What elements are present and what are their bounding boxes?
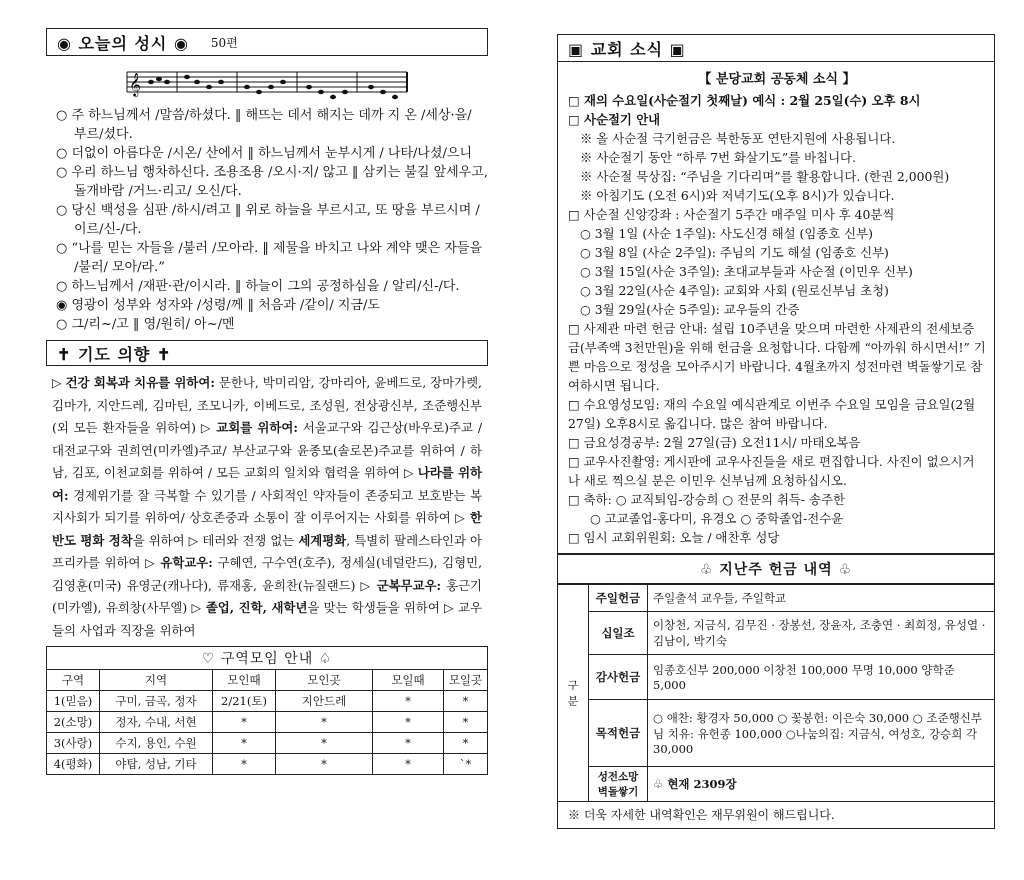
news-item: □ 축하: ○ 교직퇴임-강승희 ○ 전문의 취득- 송주한 [568,492,845,507]
prayer-segment: 나라를 위하여: [52,465,483,503]
news-item: ※ 아침기도 (오전 6시)와 저녁기도(오후 8시)가 있습니다. [580,188,895,203]
prayer-segment: ▷ [403,465,418,480]
prayer-segment: 서울교구와 김근상(바우로)주교 / 대전교구와 권희연(미카엘)주교/ 부산교구와 윤종모(솔로몬)주교를 위하여 / 하남, 김포, 이천교회를 위하여 / 모든 교회의 일치와 협력을 위하여 [52,420,482,480]
prayer-segment: , 특별히 팔레스타인과 아프리카를 위하여 [52,532,483,570]
prayer-segment: ▷ 한반도 평화 정착 [52,510,483,548]
offering-note: ※ 더욱 자세한 내역확인은 재무위원이 해드립니다. [557,802,995,829]
news-body [557,62,995,554]
offering-title: ♧ 지난주 헌금 내역 ♧ [699,562,853,578]
news-item: ○ 3월 8일 (사순 2주일): 주님의 기도 해설 (임종호 신부) [580,245,889,260]
header-cell: 구역 [47,670,100,691]
news-item: □ 교우사진촬영: 게시판에 교우사진들을 새로 편집합니다. 사진이 없으시거나 새로 찍으실 분은 이민우 신부님께 요청하십시오. [568,454,975,488]
table-cell: 지안드레 [276,691,373,712]
psalm-verses [52,106,488,334]
area-meeting-table [46,646,488,775]
table-row [558,612,995,655]
news-item: □ 사제관 마련 헌금 안내: 설립 10주년을 맞으며 마련한 사제관의 전세보증금(부족액 3천만원)을 위해 헌금을 요청합니다. 다함께 “아까워 하시면서!” 기쁜 마음으로 정성을 모아주시기 바랍니다. 4월초까지 성전마련 벽돌쌓기로 참여하시면 됩니다. [568,321,986,393]
table-cell: * [213,754,276,775]
svg-text:𝄞: 𝄞 [129,72,141,96]
news-item: ○ 3월 15일(사순 3주일): 초대교부들과 사순절 (이민우 신부) [580,264,913,279]
news-item: ○ 3월 22일(사순 4주일): 교회와 사회 (원로신부님 초청) [580,283,889,298]
table-row [558,655,995,700]
table-cell: 정자, 수내, 서현 [100,712,213,733]
left-column [46,28,488,775]
prayer-segment: 홍근기(미카엘), 유희창(사무엘) [52,577,482,615]
right-column [557,34,995,829]
table-cell: * [213,712,276,733]
prayer-segment: 문한나, 박미리암, 강마리아, 윤베드로, 장마가렛, 김마가, 지안드레, 김마틴, 조모니카, 이베드로, 조성원, 전상광신부, 조준행신부(외 모든 환자들을 위하여) [52,375,482,435]
offering-label: 십일조 [589,612,648,655]
psalm-verse: ○ 우리 하느님 행차하신다. 조용조용 /오시·지/ 않고 ‖ 삼키는 불길 앞세우고, 돌개바람 /거느·리고/ 오신/다. [56,165,488,199]
table-cell: * [276,754,373,775]
news-item: □ 금요성경공부: 2월 27일(금) 오전11시/ 마태오복음 [568,435,861,450]
table-cell: * [373,733,444,754]
table-cell: 구미, 금곡, 정자 [100,691,213,712]
table-row [558,700,995,767]
table-cell: 4(평화) [47,754,100,775]
table-cell: 야탑, 성남, 기타 [100,754,213,775]
table-row [558,767,995,802]
prayer-segment: 을 맞는 학생들을 위하여 ▷ 교우들의 사업과 직장을 위하여 [52,600,482,638]
news-item: ※ 사순절기 동안 “하루 7번 화살기도”를 바칩니다. [580,150,856,165]
prayer-segment: ▷ 군복무교우: [360,577,442,593]
offering-text: ○ 애찬: 황경자 50,000 ○ 꽃봉헌: 이은숙 30,000 ○ 조준행신부님 치유: 유헌종 100,000 ○나눔의집: 지금식, 여성호, 강승희 각 30,000 [648,700,995,767]
offering-label: 감사헌금 [589,655,648,700]
table-cell: `* [444,754,488,775]
table-cell: 수지, 용인, 수원 [100,733,213,754]
prayer-segment: 을 위하여 ▷ 테러와 전쟁 없는 [132,532,299,548]
news-item: □ 재의 수요일(사순절기 첫째날) 예식 : 2월 25일(수) 오후 8시 [568,93,921,108]
news-item: ○ 3월 29일(사순 5주일): 교우들의 간증 [580,302,800,317]
news-item: □ 사순절기 안내 [568,112,661,127]
header-cell: 모인때 [213,670,276,691]
psalm-verse: ○ 그/리~/고 ‖ 영/원히/ 아~/멘 [56,317,235,332]
prayer-segment: ▷ [52,375,66,390]
offering-label: 목적헌금 [589,700,648,767]
table-cell: * [444,691,488,712]
prayer-header [46,340,488,366]
prayer-segment: ▷ 졸업, 진학, 새학년 [191,600,308,615]
prayer-intentions [52,372,482,642]
music-staff [46,62,488,102]
news-item: ○ 3월 1일 (사순 1주일): 사도신경 해설 (임종호 신부) [580,226,873,241]
table-cell: * [444,712,488,733]
table-cell: * [213,733,276,754]
offering-label: 성전소망 벽돌쌓기 [589,767,648,802]
table-cell: * [444,733,488,754]
table-cell: 2(소망) [47,712,100,733]
news-header [557,34,995,62]
psalm-verse: ◉ 영광이 성부와 성자와 /성령/께 ‖ 처음과 /같이/ 지금/도 [56,298,380,313]
psalm-verse: ○ 더없이 아름다운 /시온/ 산에서 ‖ 하느님께서 눈부시게 / 나타/나셨/으니 [56,146,472,161]
area-table-header [47,670,488,691]
news-item: ※ 사순절 묵상집: “주님을 기다리며”를 활용합니다. (한권 2,000원) [580,169,950,184]
news-item: □ 임시 교회위원회: 오늘 / 애찬후 성당 [568,530,780,545]
header-cell: 지역 [100,670,213,691]
news-item: □ 수요영성모임: 재의 수요일 예식관계로 이번주 수요일 모임을 금요일(2월 27일) 오후8시로 옮깁니다. 많은 참여 바랍니다. [568,397,976,431]
offering-label: 주일헌금 [589,585,648,612]
table-cell: 1(믿음) [47,691,100,712]
table-cell: * [276,733,373,754]
psalm-header [46,28,488,56]
table-cell: 3(사랑) [47,733,100,754]
header-cell: 모인곳 [276,670,373,691]
table-row [558,585,995,612]
news-item: ※ 올 사순절 극기헌금은 북한동포 연탄지원에 사용됩니다. [580,131,896,146]
prayer-segment: 세계평화 [298,532,347,548]
table-row [47,754,488,775]
psalm-verse: ○ 당신 백성을 심판 /하시/려고 ‖ 위로 하늘을 부르시고, 또 땅을 부르시며 /이르/신-/다. [56,203,480,237]
prayer-segment: 구혜연, 구수연(호주), 정세실(네덜란드), 김형민, 김영훈(미국) 유영군(캐나다), 류재홍, 윤희찬(뉴질랜드) [52,555,483,593]
table-row [47,712,488,733]
table-cell: * [373,712,444,733]
offering-text: 임종호신부 200,000 이창천 100,000 무명 10,000 양학준 5,000 [648,655,995,700]
offering-text: 주일출석 교우들, 주일학교 [648,585,995,612]
offering-text: ♧ 현재 2309장 [648,767,995,802]
area-table-title: ♡ 구역모임 안내 ♤ [47,647,488,670]
table-cell: 2/21(토) [213,691,276,712]
offering-table [557,584,995,802]
psalm-title: ◉ 오늘의 성시 ◉ [57,33,189,53]
table-cell: * [373,691,444,712]
prayer-segment: ▷ [200,420,217,435]
prayer-segment: ▷ 유학교우: [145,555,213,570]
table-row [47,733,488,754]
table-row [47,691,488,712]
prayer-segment: 경제위기를 잘 극복할 수 있기를 / 사회적인 약자들이 존중되고 보호받는 복지사회가 되기를 위하여/ 상호존중과 소통이 잘 이루어지는 사회를 위하여 [52,487,482,525]
group-label: 구분 [558,585,589,802]
prayer-title: ✝ 기도 의향 ✝ [57,344,172,364]
news-item: ○ 고교졸업-홍다미, 유경오 ○ 중학졸업-전수윤 [590,511,844,526]
psalm-verse: ○ 주 하느님께서 /말씀/하셨다. ‖ 해뜨는 데서 해지는 데까 지 온 /세상·을/ 부르/셨다. [56,108,472,142]
table-cell: * [276,712,373,733]
prayer-segment: 교회를 위하여: [216,420,298,435]
news-lines [568,91,986,547]
news-subtitle: 【 분당교회 공동체 소식 】 [698,72,856,87]
psalm-number: 50편 [210,35,238,50]
psalm-verse: ○ 하느님께서 /재판·관/이시라. ‖ 하늘이 그의 공정하심을 / 알리/신-/다. [56,279,460,294]
music-staff-image [117,62,417,102]
offering-header [557,554,995,584]
news-title: ▣ 교회 소식 ▣ [568,39,686,59]
header-cell: 모일때 [373,670,444,691]
psalm-verse: ○ “나를 믿는 자들을 /불러 /모아라. ‖ 제물을 바치고 나와 계약 맺은 자들을 /불러/ 모아/라.” [56,241,483,275]
offering-text: 이창천, 지금식, 김무진 · 장봉선, 장윤자, 조충연 · 최희정, 유성열 · 김남이, 박기숙 [648,612,995,655]
news-item: □ 사순절 신앙강좌 : 사순절기 5주간 매주일 미사 후 40분씩 [568,207,895,222]
table-cell: * [373,754,444,775]
header-cell: 모일곳 [444,670,488,691]
prayer-segment: 건강 회복과 치유를 위하여: [65,375,215,390]
